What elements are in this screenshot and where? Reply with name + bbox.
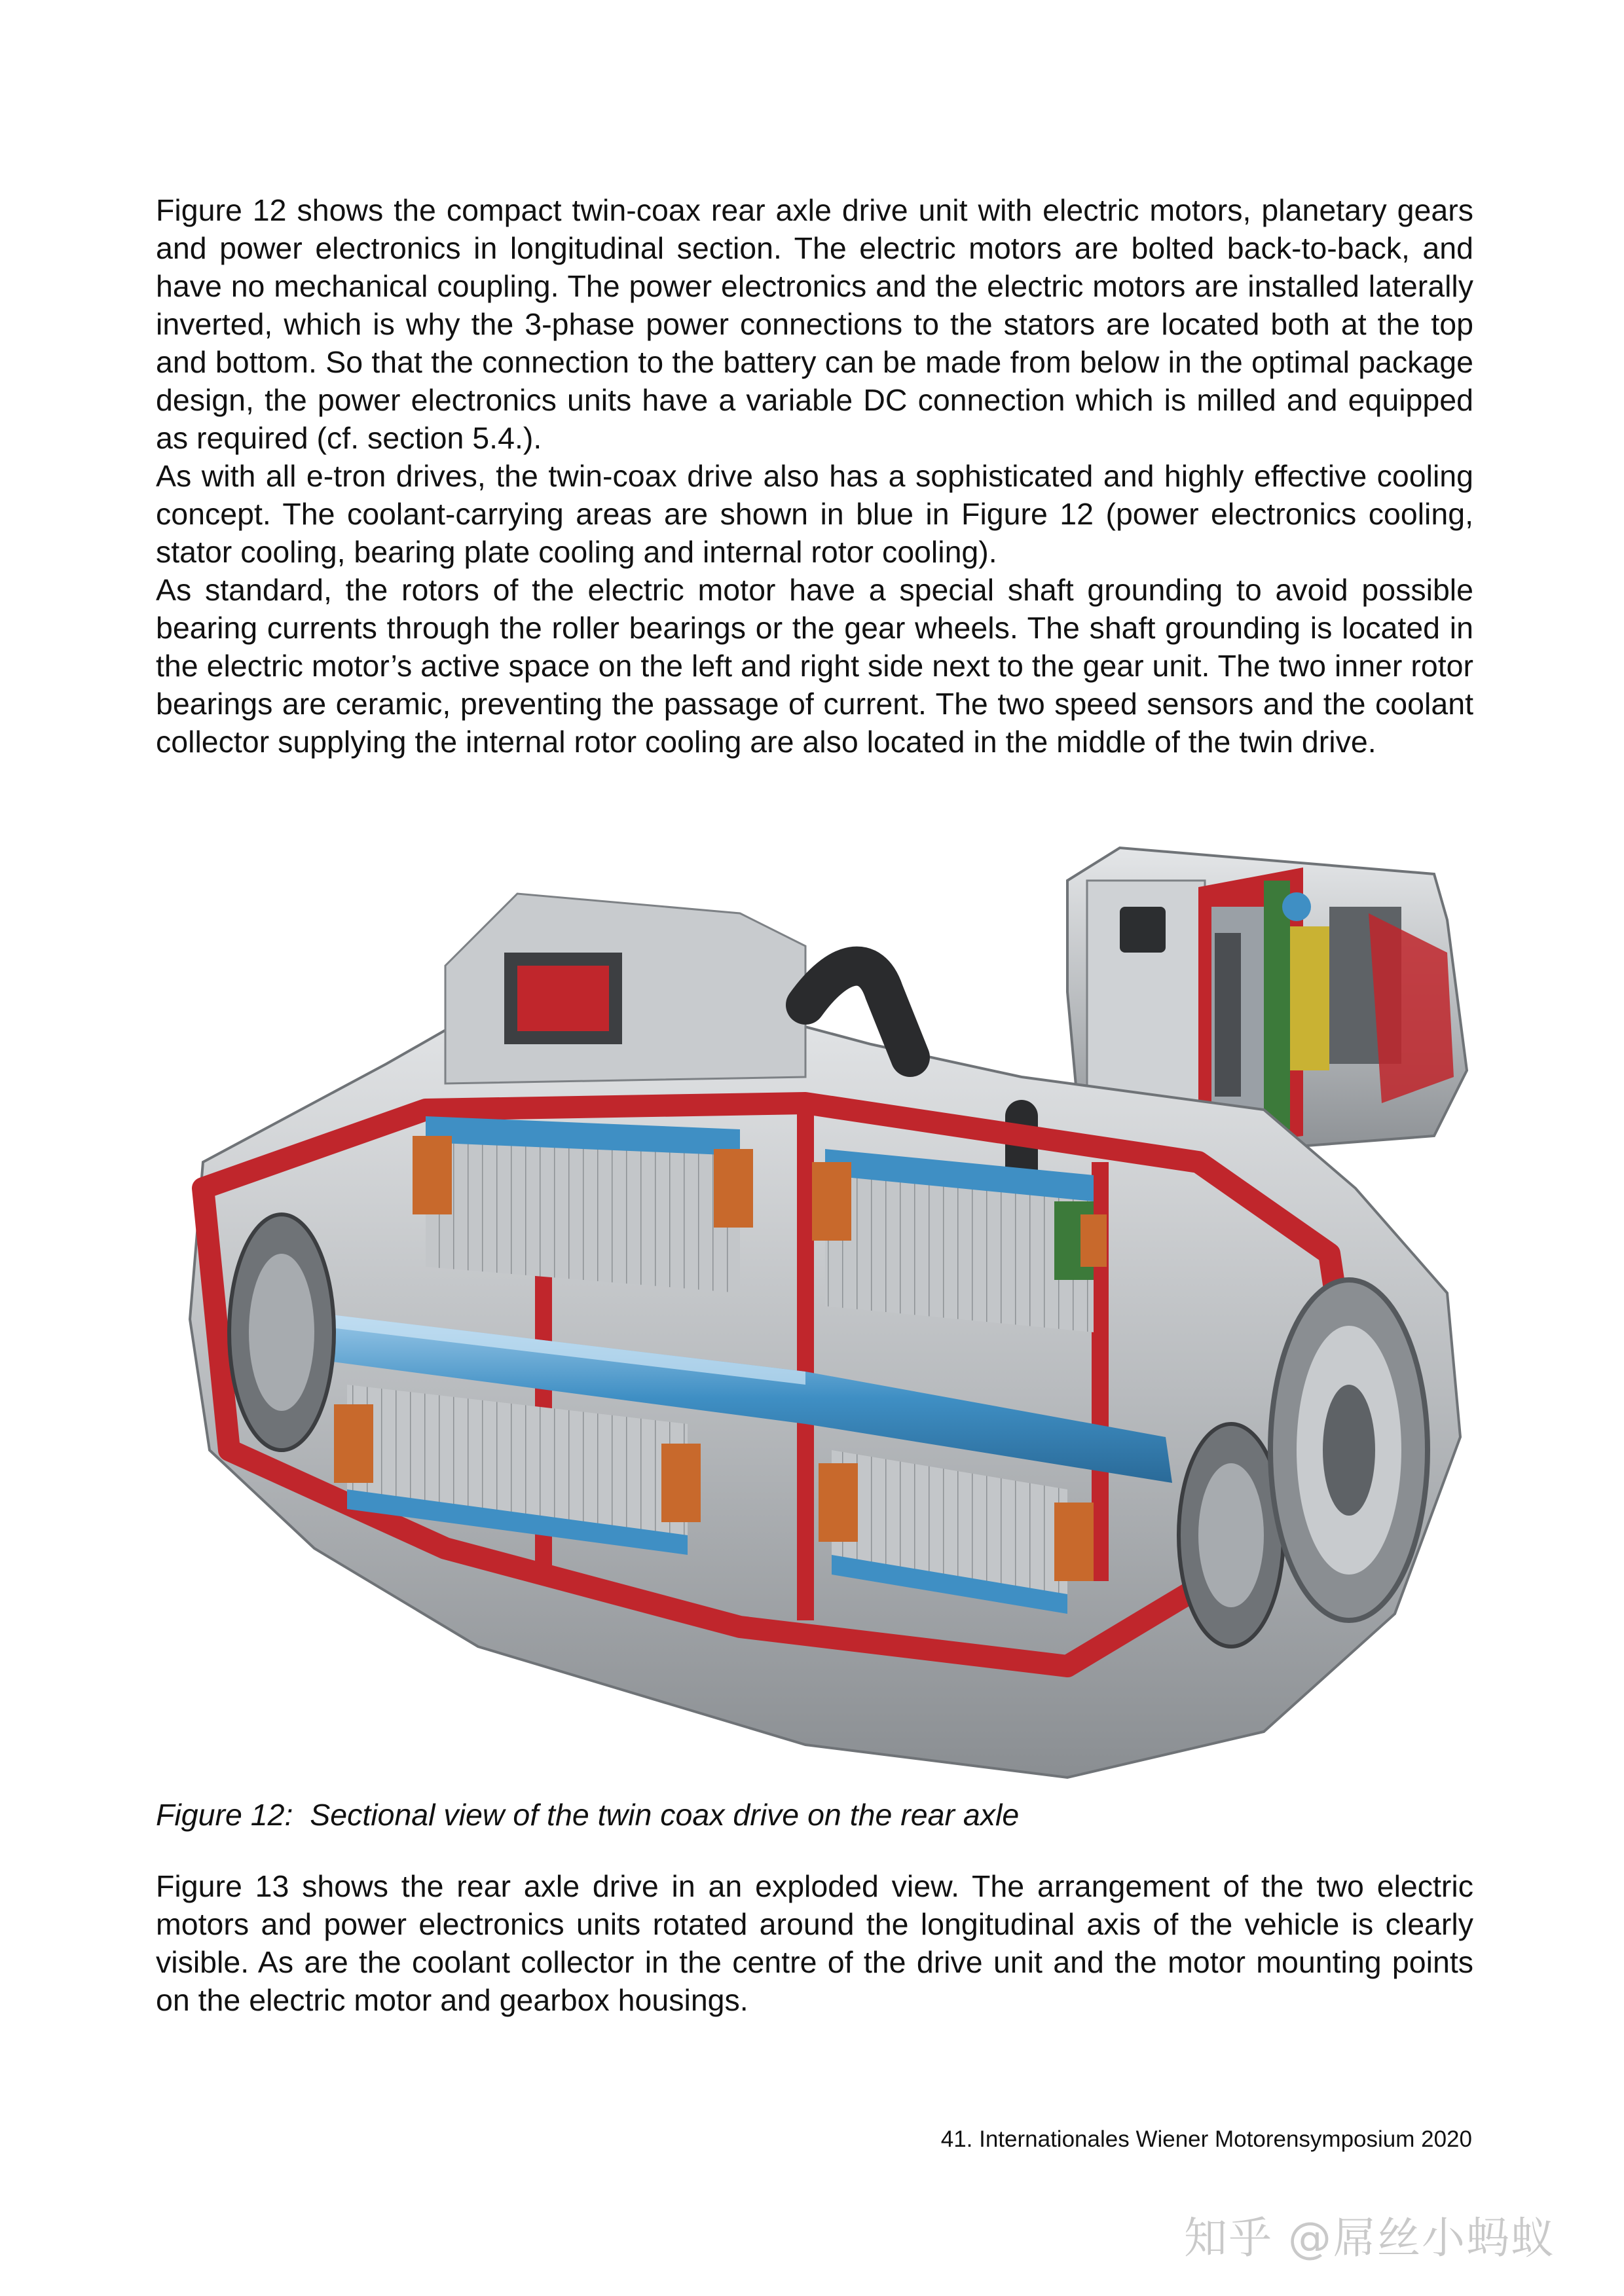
paragraph: Figure 13 shows the rear axle drive in an exploded view. The arrangement of the two electric motors and power electronics units rotated around the longitudinal axis of the vehicle is clearly visible. As are the coolant collector in the centre of the drive unit and the motor mounting points on the electric motor and gearbox housings. [156, 1869, 1473, 2017]
electric-motor-upper-left [413, 1116, 753, 1293]
planetary-gear-left [229, 1214, 334, 1450]
page-footer: 41. Internationales Wiener Motorensymposium 2020 [940, 2126, 1472, 2152]
paragraph: As with all e-tron drives, the twin-coax drive also has a sophisticated and highly effective cooling concept. The coolant-carrying areas are shown in blue in Figure 12 (power electronics cooling, stator cooling, bearing plate cooling and internal rotor cooling). [156, 459, 1473, 569]
figure-twin-coax-drive [151, 795, 1480, 1791]
paragraph: Figure 12 shows the compact twin-coax rear axle drive unit with electric motors, planetary gears and power electronics in longitudinal section. The electric motors are bolted back-to-back, and have no mechanical coupling. The power electronics and the electric motors are installed laterally inverted, which is why the 3-phase power connections to the stators are located both at the top and bottom. So that the connection to the battery can be made from below in the optimal package design, the power electronics units have a variable DC connection which is milled and equipped as required (cf. section 5.4.). [156, 193, 1473, 455]
watermark: 知乎 @屌丝小蚂蚁 [1184, 2213, 1555, 2263]
paragraph: As standard, the rotors of the electric motor have a special shaft grounding to avoid possible bearing currents through the roller bearings or the gear wheels. The shaft grounding is located in the electric motor’s active space on the left and right side next to the gear unit. The two inner rotor bearings are ceramic, preventing the passage of current. The two speed sensors and the coolant collector supplying the internal rotor cooling are also located in the middle of the twin drive. [156, 573, 1473, 759]
body-text [156, 191, 1473, 761]
drive-sectional-illustration [151, 795, 1480, 1791]
output-flange [1270, 1280, 1428, 1620]
body-text-continued [156, 1867, 1473, 2019]
electric-motor-upper [812, 1149, 1107, 1332]
figure-caption: Figure 12: Sectional view of the twin coax drive on the rear axle [156, 1798, 1020, 1832]
planetary-gear-right [1179, 1424, 1283, 1647]
